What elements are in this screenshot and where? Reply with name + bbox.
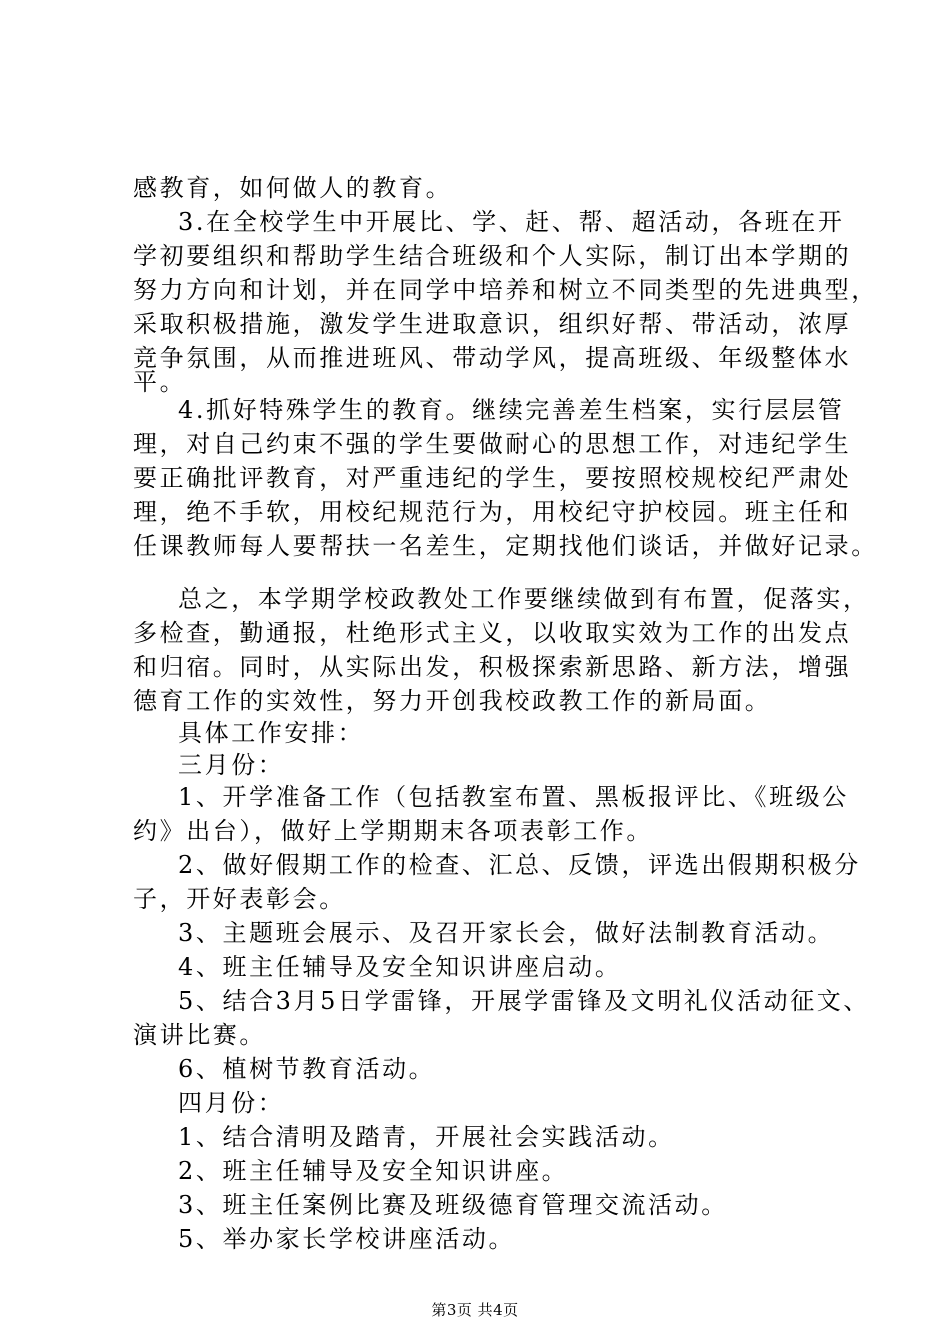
list-item: 1、结合清明及踏青，开展社会实践活动。 (178, 1123, 675, 1151)
list-item: 2、做好假期工作的检查、汇总、反馈，评选出假期积极分 (178, 851, 861, 879)
month-heading: 三月份： (178, 751, 285, 779)
list-item: 约》出台），做好上学期期末各项表彰工作。 (133, 817, 653, 845)
text-line: 理，对自己约束不强的学生要做耐心的思想工作，对违纪学生 (133, 430, 852, 458)
text-line: 任课教师每人要帮扶一名差生，定期找他们谈话，并做好记录。 (133, 532, 878, 560)
section-heading: 具体工作安排： (178, 719, 365, 747)
list-item: 子，开好表彰会。 (133, 885, 346, 913)
text-line: 理，绝不手软，用校纪规范行为，用校纪守护校园。班主任和 (133, 498, 852, 526)
text-line: 3.在全校学生中开展比、学、赶、帮、超活动，各班在开 (178, 208, 845, 236)
list-item: 6、植树节教育活动。 (178, 1055, 436, 1083)
month-heading: 四月份： (178, 1089, 285, 1117)
list-item: 2、班主任辅导及安全知识讲座。 (178, 1157, 569, 1185)
list-item: 1、开学准备工作（包括教室布置、黑板报评比、《班级公 (178, 783, 849, 811)
text-line: 采取积极措施，激发学生进取意识，组织好帮、带活动，浓厚 (133, 310, 852, 338)
text-line: 多检查，勤通报，杜绝形式主义，以收取实效为工作的出发点 (133, 619, 852, 647)
list-item: 5、举办家长学校讲座活动。 (178, 1225, 516, 1253)
text-line: 4.抓好特殊学生的教育。继续完善差生档案，实行层层管 (178, 396, 845, 424)
text-line: 努力方向和计划，并在同学中培养和树立不同类型的先进典型， (133, 276, 878, 304)
text-line: 平。 (133, 368, 187, 396)
list-item: 3、班主任案例比赛及班级德育管理交流活动。 (178, 1191, 728, 1219)
text-line: 要正确批评教育，对严重违纪的学生，要按照校规校纪严肃处 (133, 464, 852, 492)
text-line: 感教育，如何做人的教育。 (133, 174, 453, 202)
text-line: 和归宿。同时，从实际出发，积极探索新思路、新方法，增强 (133, 653, 852, 681)
list-item: 5、结合3月5日学雷锋，开展学雷锋及文明礼仪活动征文、 (178, 987, 871, 1015)
text-line: 总之，本学期学校政教处工作要继续做到有布置，促落实， (178, 585, 870, 613)
text-line: 学初要组织和帮助学生结合班级和个人实际，制订出本学期的 (133, 242, 852, 270)
list-item: 3、主题班会展示、及召开家长会，做好法制教育活动。 (178, 919, 835, 947)
page-number-footer: 第3页 共4页 (431, 1301, 519, 1319)
text-line: 竞争氛围，从而推进班风、带动学风，提高班级、年级整体水 (133, 344, 852, 372)
list-item: 4、班主任辅导及安全知识讲座启动。 (178, 953, 622, 981)
text-line: 德育工作的实效性，努力开创我校政教工作的新局面。 (133, 687, 772, 715)
list-item: 演讲比赛。 (133, 1021, 266, 1049)
